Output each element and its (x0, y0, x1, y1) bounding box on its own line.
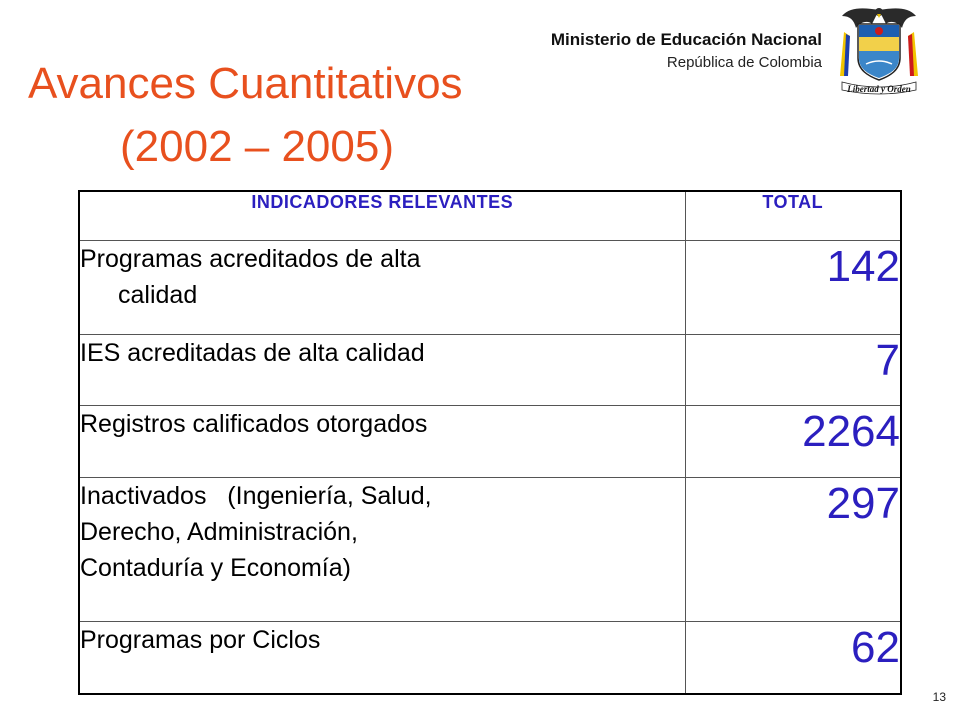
ministry-header (551, 30, 822, 73)
seal-motto: Libertad y Orden (847, 84, 911, 94)
table-row (79, 241, 901, 335)
indicators-table (78, 190, 902, 695)
row-label-line: Derecho, Administración, (80, 518, 358, 546)
table-row (79, 478, 901, 622)
row-label-line: calidad (118, 281, 198, 309)
slide-title-line2: (2002 – 2005) (120, 122, 394, 171)
table-row (79, 406, 901, 478)
page-number: 13 (932, 690, 946, 704)
row-label-line: Contaduría y Economía) (80, 554, 351, 582)
row-label (79, 241, 685, 335)
slide-title-line1: Avances Cuantitativos (28, 59, 463, 108)
table-header-row (79, 191, 901, 241)
row-label: Programas por Ciclos (79, 622, 685, 694)
row-value: 7 (685, 335, 901, 406)
row-label (79, 478, 685, 622)
table-row (79, 622, 901, 694)
row-value: 62 (685, 622, 901, 694)
row-label-line: Inactivados (Ingeniería, Salud, (80, 482, 432, 510)
ministry-name: Ministerio de Educación Nacional (550, 30, 822, 49)
ministry-country: República de Colombia (666, 54, 822, 71)
header-total: TOTAL (685, 191, 901, 241)
row-value: 297 (685, 478, 901, 622)
row-label-line: Programas acreditados de alta (80, 245, 421, 273)
row-value: 142 (685, 241, 901, 335)
coat-of-arms-icon (836, 2, 922, 98)
table-row (79, 335, 901, 406)
row-label: Registros calificados otorgados (79, 406, 685, 478)
row-label: IES acreditadas de alta calidad (79, 335, 685, 406)
row-value: 2264 (685, 406, 901, 478)
header-indicadores: INDICADORES RELEVANTES (79, 191, 685, 241)
